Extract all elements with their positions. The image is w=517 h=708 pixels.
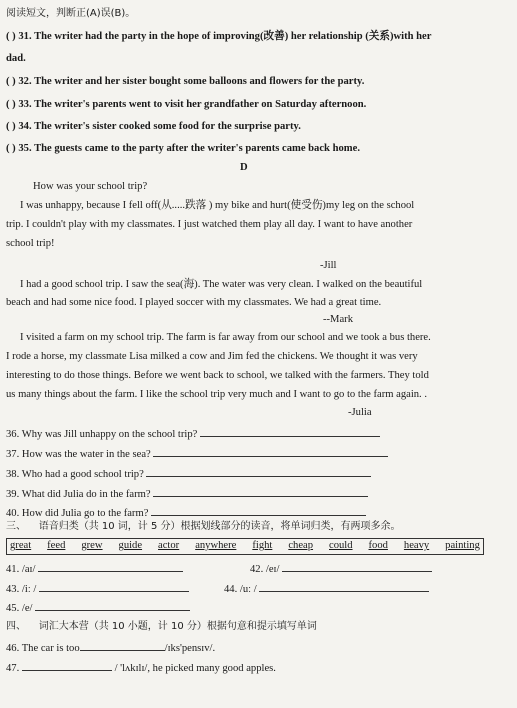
section-header: 阅读短文，判断正(A)误(B)。 <box>6 8 136 19</box>
phonetic-label: 45. /e/ <box>6 603 33 614</box>
section-title: 语音归类（共 10 词，计 5 分）根据划线部分的读音，将单词归类，有两项多余。 <box>38 521 401 532</box>
julia-paragraph-line: I rode a horse, my classmate Lisa milked a cow and Jim fed the chickens. We thought it was very <box>6 351 418 362</box>
vocab-suffix: / 'lʌkɪlɪ/, he picked many good apples. <box>114 663 276 674</box>
tf-item-34 <box>6 121 301 134</box>
word-bank-item: painting <box>445 540 480 552</box>
tf-item-31-cont <box>6 53 26 66</box>
section-number: 三、 <box>6 521 26 532</box>
tf-text: 34. The writer's sister cooked some food for the surprise party. <box>18 121 301 132</box>
question-text: 37. How was the water in the sea? <box>6 449 151 460</box>
answer-blank[interactable] <box>200 427 380 437</box>
vocab-prefix: 47. <box>6 663 20 674</box>
answer-blank[interactable] <box>153 447 388 457</box>
vocab-46 <box>6 641 215 656</box>
jill-signature: -Jill <box>320 260 337 271</box>
answer-blank[interactable] <box>80 641 165 651</box>
julia-paragraph-line: interesting to do those things. Before we went back to school, we talked with the farmers. They told <box>6 370 429 381</box>
question-37 <box>6 447 388 462</box>
question-39 <box>6 487 368 502</box>
question-40 <box>6 506 366 521</box>
tf-item-31 <box>6 31 431 44</box>
julia-paragraph-line: us many things about the farm. I like the school trip very much and I want to go to the farm again. . <box>6 389 427 400</box>
word-bank-item: food <box>368 540 388 552</box>
phonetic-44 <box>224 582 429 597</box>
mark-signature: --Mark <box>323 314 354 325</box>
word-bank-box <box>6 538 484 555</box>
question-text: 38. Who had a good school trip? <box>6 469 144 480</box>
word-bank-item: anywhere <box>195 540 237 552</box>
answer-blank[interactable] <box>151 506 366 516</box>
section-three-header <box>6 521 401 533</box>
word-bank-item: could <box>329 540 353 552</box>
phonetic-43 <box>6 582 189 597</box>
question-36 <box>6 427 380 442</box>
answer-blank[interactable] <box>35 601 190 611</box>
section-four-header <box>6 621 317 633</box>
phonetic-label: 44. /uː / <box>224 584 257 595</box>
julia-paragraph-line: I visited a farm on my school trip. The farm is far away from our school and we took a bus there. <box>20 332 431 343</box>
tf-item-33 <box>6 99 366 112</box>
answer-bracket[interactable]: ( ) <box>6 143 16 154</box>
mark-paragraph-line: I had a good school trip. I saw the sea(海). The water was very clean. I walked on the beautiful <box>20 279 423 290</box>
jill-paragraph-line: I was unhappy, because I fell off(从.....跌落 ) my bike and hurt(使受伤)my leg on the school <box>20 200 415 211</box>
jill-paragraph-line: school trip! <box>6 238 55 249</box>
tf-item-35 <box>6 143 360 156</box>
phonetic-42 <box>250 562 432 577</box>
word-bank-item: fight <box>252 540 273 552</box>
tf-text: 32. The writer and her sister bought some balloons and flowers for the party. <box>18 76 365 87</box>
mark-paragraph-line: beach and had some nice food. I played soccer with my classmates. We had a great time. <box>6 297 382 308</box>
answer-blank[interactable] <box>22 661 112 671</box>
answer-blank[interactable] <box>259 582 429 592</box>
phonetic-41 <box>6 562 183 577</box>
answer-blank[interactable] <box>282 562 432 572</box>
tf-text: 31. The writer had the party in the hope of improving(改善) her relationship (关系)with her <box>18 31 432 42</box>
passage-question: How was your school trip? <box>33 181 148 192</box>
question-38 <box>6 467 371 482</box>
answer-blank[interactable] <box>38 562 183 572</box>
word-bank-item: grew <box>81 540 103 552</box>
answer-bracket[interactable]: ( ) <box>6 121 16 132</box>
section-number: 四、 <box>6 621 26 632</box>
jill-paragraph-line: trip. I couldn't play with my classmates. I just watched them play all day. I want to have another <box>6 219 413 230</box>
answer-blank[interactable] <box>153 487 368 497</box>
tf-text: 33. The writer's parents went to visit her grandfather on Saturday afternoon. <box>18 99 367 110</box>
julia-signature: -Julia <box>348 407 372 418</box>
tf-text: 35. The guests came to the party after the writer's parents came back home. <box>18 143 360 154</box>
phonetic-label: 41. /aɪ/ <box>6 564 36 575</box>
answer-bracket[interactable]: ( ) <box>6 31 16 42</box>
answer-bracket[interactable]: ( ) <box>6 99 16 110</box>
section-title: 词汇大本营（共 10 小题，计 10 分）根据句意和提示填写单词 <box>38 621 317 632</box>
passage-letter: D <box>240 162 248 173</box>
tf-item-32 <box>6 76 364 89</box>
phonetic-45 <box>6 601 190 616</box>
word-bank-item: great <box>10 540 32 552</box>
answer-blank[interactable] <box>146 467 371 477</box>
tf-text: dad. <box>6 53 26 64</box>
answer-bracket[interactable]: ( ) <box>6 76 16 87</box>
question-text: 36. Why was Jill unhappy on the school trip? <box>6 429 198 440</box>
question-text: 40. How did Julia go to the farm? <box>6 508 149 519</box>
word-bank-item: feed <box>47 540 66 552</box>
vocab-suffix: /ɪks'pensɪv/. <box>164 643 216 654</box>
word-bank-item: heavy <box>403 540 430 552</box>
vocab-47 <box>6 661 276 676</box>
vocab-prefix: 46. The car is too <box>6 643 80 654</box>
phonetic-label: 43. /iː / <box>6 584 37 595</box>
word-bank-item: guide <box>118 540 143 552</box>
word-bank-item: cheap <box>288 540 314 552</box>
phonetic-label: 42. /eɪ/ <box>250 564 280 575</box>
word-bank-item: actor <box>158 540 180 552</box>
answer-blank[interactable] <box>39 582 189 592</box>
question-text: 39. What did Julia do in the farm? <box>6 489 151 500</box>
